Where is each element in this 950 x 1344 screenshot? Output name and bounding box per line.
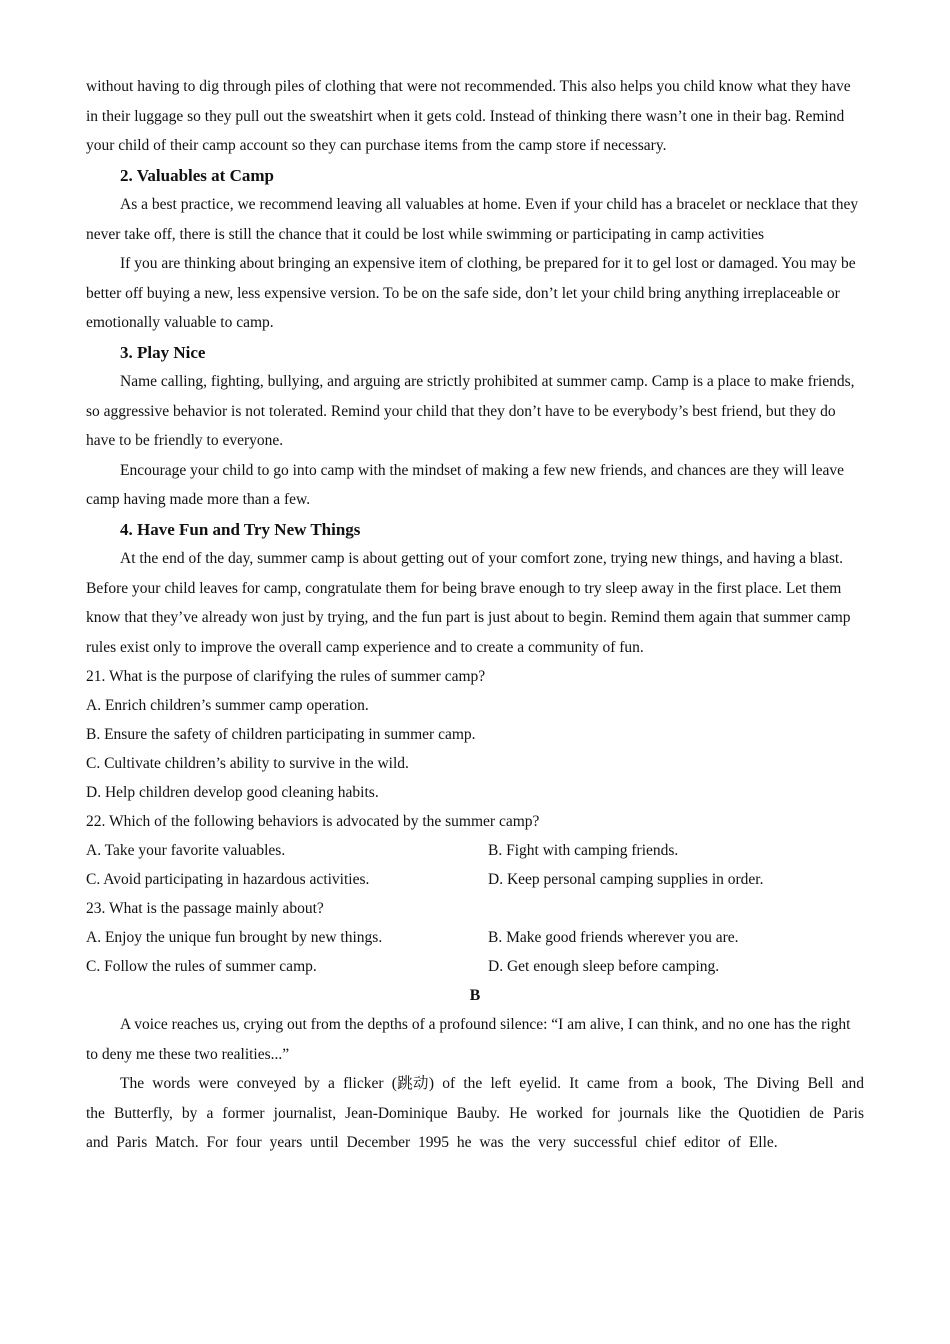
- question-23-option-a: A. Enjoy the unique fun brought by new things.: [86, 929, 383, 946]
- question-22-option-a: A. Take your favorite valuables.: [86, 842, 286, 859]
- question-21-option-b: B. Ensure the safety of children participating in summer camp.: [86, 726, 476, 743]
- valuables-paragraph-2: If you are thinking about bringing an expensive item of clothing, be prepared for it to gel lost or damaged. You may be better off buying a new, less expensive version. To be on the safe side, don’t let your child bring anything irreplaceable or emotionally valuable to camp.: [86, 255, 856, 331]
- play-nice-paragraph-1: Name calling, fighting, bullying, and arguing are strictly prohibited at summer camp. Camp is a place to make friends, so aggressive behavior is not tolerated. Remind your child that they don’t have to be everybody’s best friend, but they do have to be friendly to everyone.: [86, 373, 855, 449]
- passage-b-paragraph-1: A voice reaches us, crying out from the depths of a profound silence: “I am alive, I can think, and no one has the right to deny me these two realities...”: [86, 1016, 851, 1063]
- question-23-options-row-2: [86, 952, 864, 981]
- question-21-stem: 21. What is the purpose of clarifying the rules of summer camp?: [86, 668, 486, 685]
- question-23-option-d: D. Get enough sleep before camping.: [488, 958, 720, 975]
- question-21-option-d: D. Help children develop good cleaning habits.: [86, 784, 379, 801]
- question-22-option-d: D. Keep personal camping supplies in order.: [488, 871, 764, 888]
- question-22-option-c: C. Avoid participating in hazardous activities.: [86, 871, 370, 888]
- passage-b-paragraph-2: The words were conveyed by a flicker (跳动) of the left eyelid. It came from a book, The Diving Bell and the Butterfly, by a former journalist, Jean-Dominique Bauby. He worked for journals like the Quotidien de Paris and Paris Match. For four years until December 1995 he was the very successful chief editor of Elle.: [86, 1075, 864, 1151]
- question-21: [86, 662, 864, 807]
- play-nice-paragraph-2: Encourage your child to go into camp with the mindset of making a few new friends, and chances are they will leave camp having made more than a few.: [86, 461, 844, 508]
- question-23-option-c: C. Follow the rules of summer camp.: [86, 958, 317, 975]
- heading-valuables-at-camp: 2. Valuables at Camp: [120, 165, 274, 185]
- question-23-stem: 23. What is the passage mainly about?: [86, 900, 324, 917]
- question-23-option-b: B. Make good friends wherever you are.: [488, 929, 739, 946]
- heading-play-nice: 3. Play Nice: [120, 342, 206, 362]
- question-22-stem: 22. Which of the following behaviors is advocated by the summer camp?: [86, 813, 540, 830]
- passage-b-letter: B: [469, 987, 481, 1004]
- intro-continuation-paragraph: without having to dig through piles of clothing that were not recommended. This also helps you child know what they have in their luggage so they pull out the sweatshirt when it gets cold. Instead of thinking there wasn’t one in their bag. Remind your child of their camp account so they can purchase items from the camp store if necessary.: [86, 78, 851, 154]
- question-23: [86, 894, 864, 981]
- valuables-paragraph-1: As a best practice, we recommend leaving all valuables at home. Even if your child has a bracelet or necklace that they never take off, there is still the chance that it could be lost while swimming or participating in camp activities: [86, 196, 859, 243]
- question-21-option-a: A. Enrich children’s summer camp operation.: [86, 697, 369, 714]
- question-22-options-row-1: [86, 836, 864, 865]
- question-22-options-row-2: [86, 865, 864, 894]
- have-fun-paragraph-1: At the end of the day, summer camp is about getting out of your comfort zone, trying new things, and having a blast. Before your child leaves for camp, congratulate them for being brave enough to try sleep away in the first place. Let them know that they’ve already won just by trying, and the fun part is just about to begin. Remind them again that summer camp rules exist only to improve the overall camp experience and to create a community of fun.: [86, 550, 851, 656]
- document-page: [86, 72, 864, 1158]
- question-22-option-b: B. Fight with camping friends.: [488, 842, 679, 859]
- question-21-option-c: C. Cultivate children’s ability to survive in the wild.: [86, 755, 409, 772]
- question-22: [86, 807, 864, 894]
- question-23-options-row-1: [86, 923, 864, 952]
- heading-have-fun: 4. Have Fun and Try New Things: [120, 519, 361, 539]
